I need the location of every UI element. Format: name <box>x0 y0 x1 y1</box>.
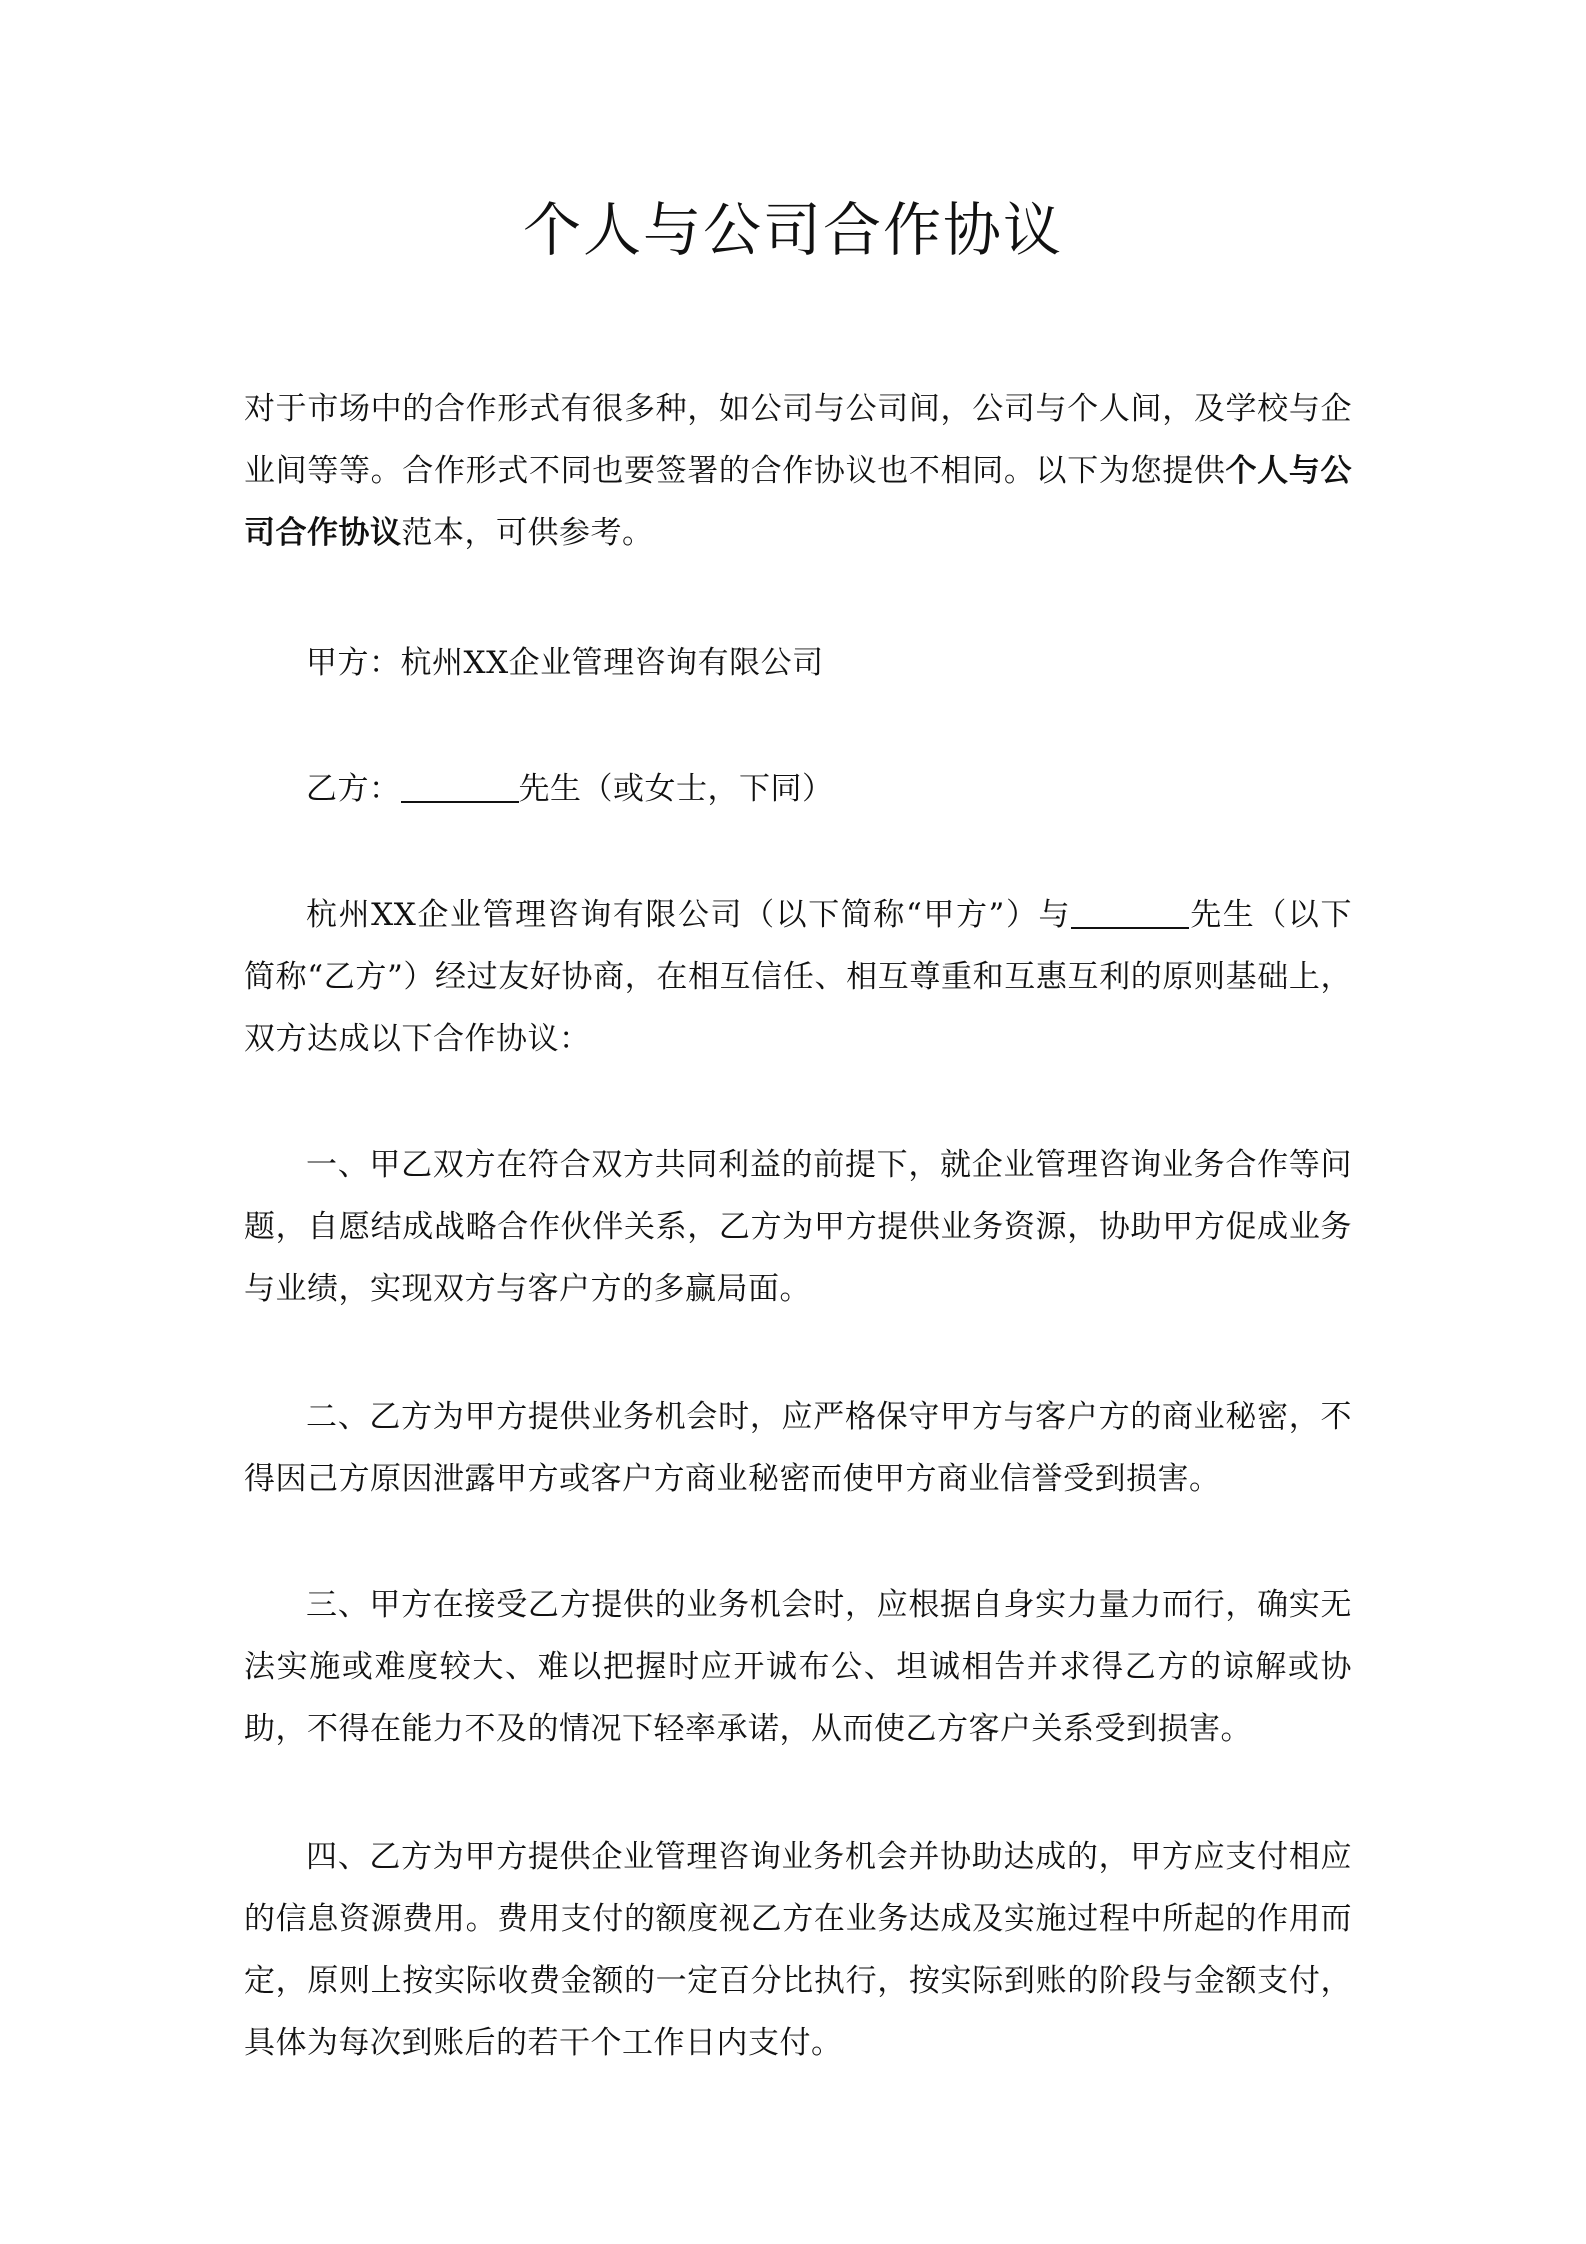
document-title: 个人与公司合作协议 <box>522 196 1063 264</box>
clause-2: 二、乙方为甲方提供业务机会时，应严格保守甲方与客户方的商业秘密，不得因己方原因泄露甲方或客户方商业秘密而使甲方商业信誉受到损害。 <box>244 1399 1352 1497</box>
intro-bold-text: 个人与公司合作协议 <box>244 453 1353 551</box>
preamble-paragraph <box>244 884 1352 1070</box>
party-b-suffix: 先生（或女士，下同） <box>518 771 834 807</box>
clause-1: 一、甲乙双方在符合双方共同利益的前提下，就企业管理咨询业务合作等问题，自愿结成战略合作伙伴关系，乙方为甲方提供业务资源，协助甲方促成业务与业绩，实现双方与客户方的多赢局面。 <box>244 1147 1352 1307</box>
party-a-line: 甲方：杭州XX企业管理咨询有限公司 <box>306 645 824 681</box>
party-b-line <box>244 758 1352 820</box>
intro-text-part1: 对于市场中的合作形式有很多种，如公司与公司间，公司与个人间，及学校与企业间等等。合作形式不同也要签署的合作协议也不相同。以下为您提供 <box>244 391 1352 489</box>
preamble-text-part2: 先生（以下简称“乙方”）经过友好协商，在相互信任、相互尊重和互惠互利的原则基础上，双方达成以下合作协议： <box>244 897 1352 1057</box>
clause-3: 三、甲方在接受乙方提供的业务机会时，应根据自身实力量力而行，确实无法实施或难度较大、难以把握时应开诚布公、坦诚相告并求得乙方的谅解或协助，不得在能力不及的情况下轻率承诺，从而使乙方客户关系受到损害。 <box>244 1587 1352 1747</box>
clause-4: 四、乙方为甲方提供企业管理咨询业务机会并协助达成的，甲方应支付相应的信息资源费用。费用支付的额度视乙方在业务达成及实施过程中所起的作用而定，原则上按实际收费金额的一定百分比执行，按实际到账的阶段与金额支付，具体为每次到账后的若干个工作日内支付。 <box>244 1839 1352 2061</box>
preamble-name-blank <box>1071 899 1189 929</box>
intro-paragraph <box>244 378 1352 564</box>
preamble-text-part1: 杭州XX企业管理咨询有限公司（以下简称“甲方”）与 <box>306 897 1072 933</box>
party-b-prefix: 乙方： <box>306 771 401 807</box>
party-b-name-blank <box>401 773 519 803</box>
intro-text-part2: 范本，可供参考。 <box>401 515 654 551</box>
